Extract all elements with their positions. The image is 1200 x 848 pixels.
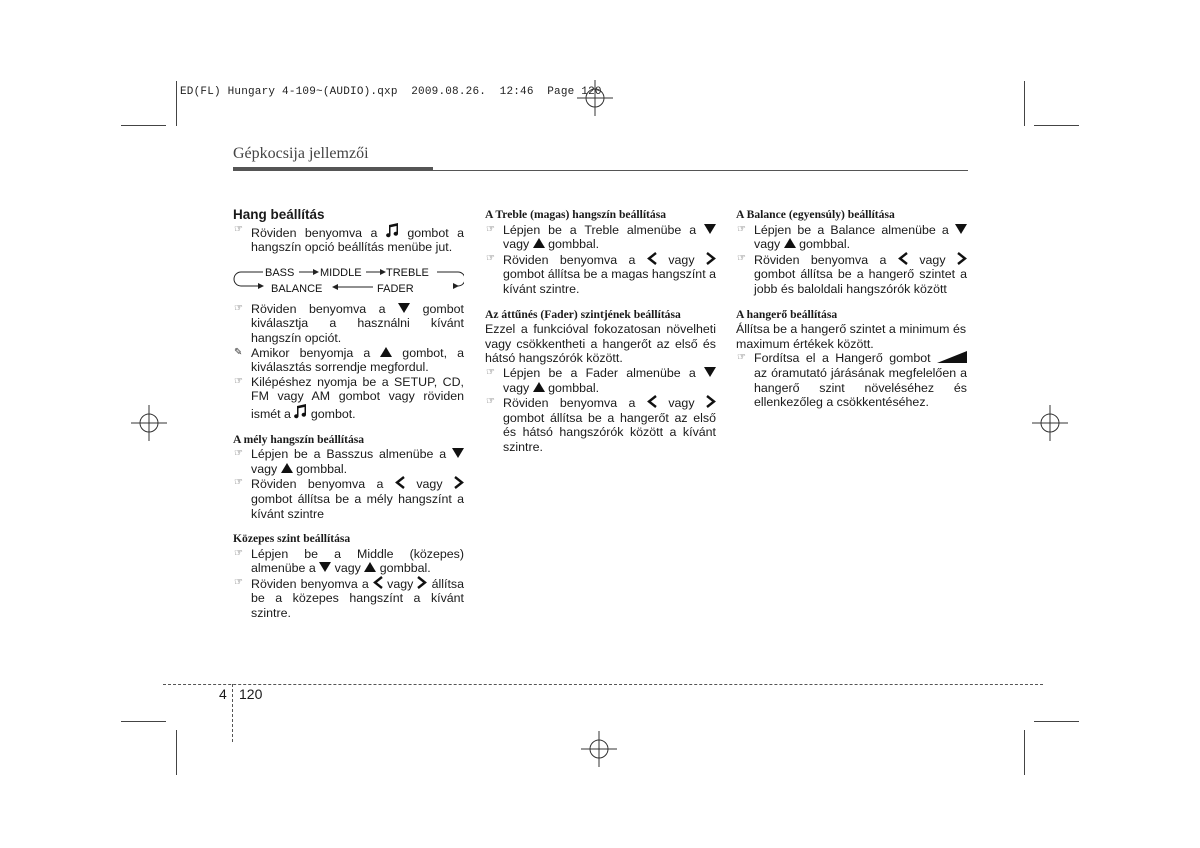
hand-pointer-icon: ☞: [234, 223, 243, 235]
footer-divider: [232, 684, 233, 742]
up-triangle-icon: [533, 238, 545, 249]
right-chevron-icon: [454, 476, 464, 489]
up-triangle-icon: [784, 238, 796, 249]
diagram-middle: MIDDLE: [320, 266, 362, 279]
list-item: ✎ Amikor benyomja a gombot, a kiválasztás sorrendje megfordul.: [234, 345, 464, 375]
section-title-volume: A hangerő beállítása: [736, 307, 838, 321]
hand-pointer-icon: ☞: [234, 375, 243, 387]
list-item: ☞ Lépjen be a Balance almenübe a vagy gombbal.: [736, 223, 967, 252]
down-triangle-icon: [704, 224, 716, 235]
list-item: ☞ Lépjen be a Middle (közepes) almenübe a vagy gombbal.: [234, 546, 464, 576]
list-item: ☞ Kilépéshez nyomja be a SETUP, CD, FM vagy AM gombot vagy röviden ismét a gombot.: [234, 374, 464, 421]
page-title: Gépkocsija jellemzői: [233, 145, 369, 162]
hand-pointer-icon: ☞: [737, 352, 746, 364]
down-triangle-icon: [452, 448, 464, 459]
diagram-fader: FADER: [377, 282, 414, 295]
crop-mark-top-right-horizontal: [1034, 125, 1079, 126]
music-note-icon: [386, 223, 399, 238]
list-item: ☞ Röviden benyomva a gombot a hangszín opció beállítás menübe jut.: [234, 223, 464, 255]
hand-pointer-icon: ☞: [234, 448, 243, 460]
list-item: ☞ Röviden benyomva a vagy gombot állítsa be a mély hangszínt a kívánt szintre: [234, 477, 464, 521]
column-3: [736, 208, 967, 410]
hand-pointer-icon: ☞: [737, 252, 746, 264]
left-chevron-icon: [373, 576, 383, 589]
up-triangle-icon: [380, 347, 392, 358]
right-chevron-icon: [957, 252, 967, 265]
up-triangle-icon: [364, 562, 376, 573]
list-item: ☞ Fordítsa el a Hangerő gombot az óramutató járásának megfelelően a hangerő szint növeléséhez és ellenkezőleg a csökkentéséhez.: [737, 351, 967, 410]
hand-pointer-icon: ☞: [234, 576, 243, 588]
column-2: [485, 208, 716, 455]
hand-pointer-icon: ☞: [486, 396, 495, 408]
diagram-balance: BALANCE: [271, 282, 323, 295]
hand-pointer-icon: ☞: [234, 477, 243, 489]
hand-pointer-icon: ☞: [486, 223, 495, 235]
section-title-middle: Közepes szint beállítása: [233, 532, 351, 546]
sound-option-cycle-diagram: [233, 261, 464, 297]
down-triangle-icon: [704, 367, 716, 378]
title-rule-thick: [233, 167, 433, 171]
file-info: ED(FL) Hungary 4-109~(AUDIO).qxp 2009.08.26. 12:46 Page 120: [180, 86, 602, 98]
crop-mark-bottom-right-horizontal: [1034, 721, 1079, 722]
right-chevron-icon: [706, 395, 716, 408]
hand-pointer-icon: ☞: [486, 366, 495, 378]
list-item: ☞ Lépjen be a Fader almenübe a vagy gombbal.: [485, 366, 716, 395]
volume-description: Állítsa be a hangerő szintet a minimum és maximum értékek között.: [736, 322, 967, 351]
title-rule-thin: [433, 170, 968, 171]
heading-hang-beallitas: Hang beállítás: [233, 207, 325, 222]
left-chevron-icon: [898, 252, 908, 265]
list-item: ☞ Lépjen be a Treble almenübe a vagy gombbal.: [485, 223, 716, 252]
list-item: ☞ Röviden benyomva a vagy gombot állítsa be a hangerő szintet a jobb és baloldali hangszórók között: [737, 252, 967, 296]
list-item: ☞ Röviden benyomva a vagy gombot állítsa be a magas hangszínt a kívánt szintre.: [486, 252, 716, 296]
chapter-number: 4: [219, 686, 227, 702]
pencil-icon: ✎: [234, 346, 243, 358]
up-triangle-icon: [533, 382, 545, 393]
diagram-treble: TREBLE: [386, 266, 429, 279]
section-title-treble: A Treble (magas) hangszín beállítása: [485, 208, 667, 221]
diagram-bass: BASS: [265, 266, 295, 279]
section-title-bass: A mély hangszín beállítása: [233, 432, 365, 446]
down-triangle-icon: [398, 303, 410, 314]
list-item: ☞ Röviden benyomva a vagy gombot állítsa be a hangerőt az első és hátsó hangszórók között a kívánt szintre.: [486, 396, 716, 454]
page-number: 120: [239, 686, 263, 702]
registration-mark-left: [131, 405, 167, 441]
down-triangle-icon: [319, 562, 331, 573]
section-title-fader: Az áttűnés (Fader) szintjének beállítása: [485, 307, 681, 321]
hand-pointer-icon: ☞: [486, 252, 495, 264]
crop-mark-top-right-vertical: [1024, 81, 1025, 126]
crop-mark-bottom-left-vertical: [176, 730, 177, 775]
section-title-balance: A Balance (egyensúly) beállítása: [736, 208, 895, 221]
music-note-icon: [294, 404, 307, 419]
registration-mark-bottom: [581, 731, 617, 767]
crop-mark-top-left-horizontal: [121, 125, 166, 126]
hand-pointer-icon: ☞: [234, 302, 243, 314]
hand-pointer-icon: ☞: [737, 223, 746, 235]
registration-mark-right: [1032, 405, 1068, 441]
right-chevron-icon: [417, 576, 427, 589]
list-item: ☞ Lépjen be a Basszus almenübe a vagy gombbal.: [233, 447, 464, 476]
footer-dotted-rule: [163, 684, 1043, 685]
volume-wedge-icon: [937, 351, 967, 363]
list-item: ☞ Röviden benyomva a gombot kiválasztja a használni kívánt hangszín opciót.: [234, 301, 464, 345]
fader-description: Ezzel a funkcióval fokozatosan növelheti vagy csökkentheti a hangerőt az első és hátsó hangszórók között.: [485, 322, 716, 366]
crop-mark-bottom-right-vertical: [1024, 730, 1025, 775]
left-chevron-icon: [647, 252, 657, 265]
hand-pointer-icon: ☞: [234, 547, 243, 559]
column-1: [233, 208, 464, 621]
crop-mark-bottom-left-horizontal: [121, 721, 166, 722]
list-item: ☞ Röviden benyomva a vagy állítsa be a közepes hangszínt a kívánt szintre.: [234, 576, 464, 621]
up-triangle-icon: [281, 463, 293, 474]
crop-mark-top-left-vertical: [176, 81, 177, 126]
right-chevron-icon: [706, 252, 716, 265]
down-triangle-icon: [955, 224, 967, 235]
left-chevron-icon: [395, 476, 405, 489]
left-chevron-icon: [647, 395, 657, 408]
